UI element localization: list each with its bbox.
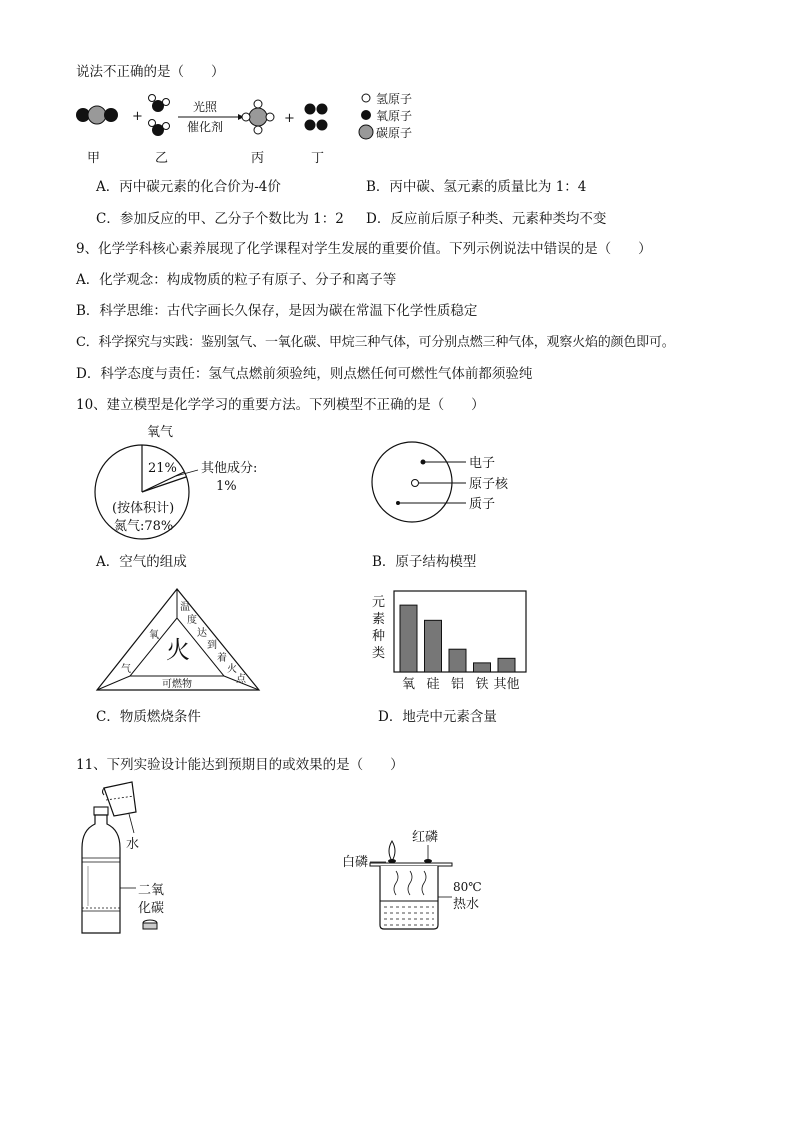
x-tick-label-0: 氧	[402, 677, 416, 692]
q9-option-a[interactable]: A．化学观念：构成物质的粒子有原子、分子和离子等	[76, 272, 397, 288]
water-label: 水	[126, 837, 140, 852]
ylabel-char-4: 类	[372, 646, 386, 661]
caption-d: D．地壳中元素含量	[378, 709, 497, 725]
bar-4	[498, 658, 515, 672]
crust-element-bar-chart	[370, 588, 535, 693]
molecule-jia	[76, 106, 118, 124]
x-tick-label-3: 铁	[475, 677, 489, 692]
bar-0	[400, 605, 417, 672]
molecule-yi	[149, 95, 170, 137]
proton-label: 质子	[469, 497, 496, 512]
fire-left-2: 气	[121, 664, 131, 675]
flame-icon	[389, 841, 395, 861]
x-tick-label-4: 其他	[493, 677, 520, 692]
atom-model	[370, 438, 530, 528]
legend-hydrogen: 氢原子	[376, 92, 413, 106]
q9-option-b[interactable]: B．科学思维：古代字画长久保存，是因为碳在常温下化学性质稳定	[76, 303, 478, 319]
fire-right-7: 点	[236, 674, 246, 685]
q8-option-d[interactable]: D．反应前后原子种类、元素种类均不变	[366, 211, 607, 227]
fire-bottom: 可燃物	[162, 679, 192, 690]
bar-1	[425, 620, 442, 672]
pie-other-label: 其他成分:	[201, 461, 258, 476]
co2-bottle-experiment	[74, 778, 184, 943]
reaction-diagram	[70, 90, 430, 170]
molecule-bing	[242, 100, 274, 134]
q9-option-d[interactable]: D．科学态度与责任：氢气点燃前须验纯，则点燃任何可燃性气体前都须验纯	[76, 366, 533, 382]
bar-3	[474, 663, 491, 672]
phosphorus-beaker-experiment	[340, 825, 490, 935]
caption-b: B．原子结构模型	[372, 554, 477, 570]
q10-stem: 10、建立模型是化学学习的重要方法。下列模型不正确的是（ ）	[76, 397, 485, 413]
x-tick-label-2: 铝	[451, 677, 465, 692]
fire-right-5: 着	[217, 653, 227, 664]
fire-right-3: 达	[197, 628, 207, 639]
red-phosphorus-label: 红磷	[412, 830, 439, 845]
nucleus-label: 原子核	[469, 477, 509, 492]
arrow-label-light: 光照	[193, 100, 218, 114]
white-phosphorus-label: 白磷	[342, 855, 369, 870]
pie-basis: (按体积计)	[112, 501, 175, 516]
molecule-ding	[305, 104, 328, 131]
plastic-bottle	[82, 807, 120, 933]
plus-sign-2: +	[284, 111, 295, 126]
ylabel-char-3: 种	[372, 629, 386, 644]
q8-option-b[interactable]: B．丙中碳、氢元素的质量比为 1：4	[366, 179, 587, 195]
water-pointer	[129, 814, 134, 833]
xlabels-group	[402, 676, 520, 692]
fire-right-2: 度	[187, 615, 197, 626]
copper-plate	[370, 863, 452, 866]
label-jia: 甲	[87, 151, 101, 166]
label-bing: 丙	[251, 151, 265, 166]
electron-label: 电子	[469, 456, 496, 471]
fire-right-4: 到	[207, 640, 217, 651]
fire-right-1: 温	[180, 602, 190, 613]
pie-oxygen-percent: 21%	[148, 461, 177, 476]
pie-nitrogen: 氮气:78%	[114, 519, 174, 534]
ylabel-char-1: 元	[372, 595, 386, 610]
hot-water-label: 热水	[453, 897, 480, 912]
q8-option-c[interactable]: C．参加反应的甲、乙分子个数比为 1：2	[96, 211, 344, 227]
q11-stem: 11、下列实验设计能达到预期目的或效果的是（ ）	[76, 757, 404, 773]
bar-2	[449, 649, 466, 672]
arrow-label-catalyst: 催化剂	[187, 120, 224, 134]
bottle-cap	[143, 920, 157, 929]
fire-left-1: 氧	[149, 630, 159, 641]
legend-oxygen: 氧原子	[376, 109, 413, 123]
q8-option-a[interactable]: A．丙中碳元素的化合价为-4价	[96, 179, 281, 195]
co2-label-line1: 二氧	[138, 883, 165, 898]
fire-center-char: 火	[166, 636, 190, 664]
q9-option-c[interactable]: C．科学探究与实践：鉴别氢气、一氧化碳、甲烷三种气体，可分别点燃三种气体，观察火焰的颜色即可。	[76, 335, 675, 350]
ylabel-char-2: 素	[372, 612, 386, 627]
fire-right-6: 火	[227, 664, 237, 675]
red-phosphorus	[424, 859, 432, 863]
q9-stem: 9、化学学科核心素养展现了化学课程对学生发展的重要价值。下列示例说法中错误的是（ ）	[76, 241, 652, 257]
beaker	[380, 866, 438, 929]
label-ding: 丁	[311, 151, 325, 166]
x-tick-label-1: 硅	[426, 677, 440, 692]
pie-title-oxygen: 氧气	[147, 425, 174, 440]
pie-other-percent: 1%	[216, 479, 237, 494]
co2-label-line2: 化碳	[138, 901, 165, 916]
white-phosphorus	[388, 859, 396, 863]
temperature-label: 80℃	[453, 880, 482, 894]
air-composition-pie	[90, 420, 290, 545]
label-yi: 乙	[155, 151, 169, 166]
caption-a: A．空气的组成	[96, 554, 187, 570]
atom-legend	[359, 94, 373, 139]
legend-carbon: 碳原子	[376, 126, 413, 140]
plus-sign-1: +	[132, 109, 143, 124]
q8-stem-tail: 说法不正确的是（ ）	[76, 64, 225, 80]
caption-c: C．物质燃烧条件	[96, 709, 201, 725]
nucleus-circle	[412, 480, 419, 487]
fire-triangle	[94, 586, 264, 696]
